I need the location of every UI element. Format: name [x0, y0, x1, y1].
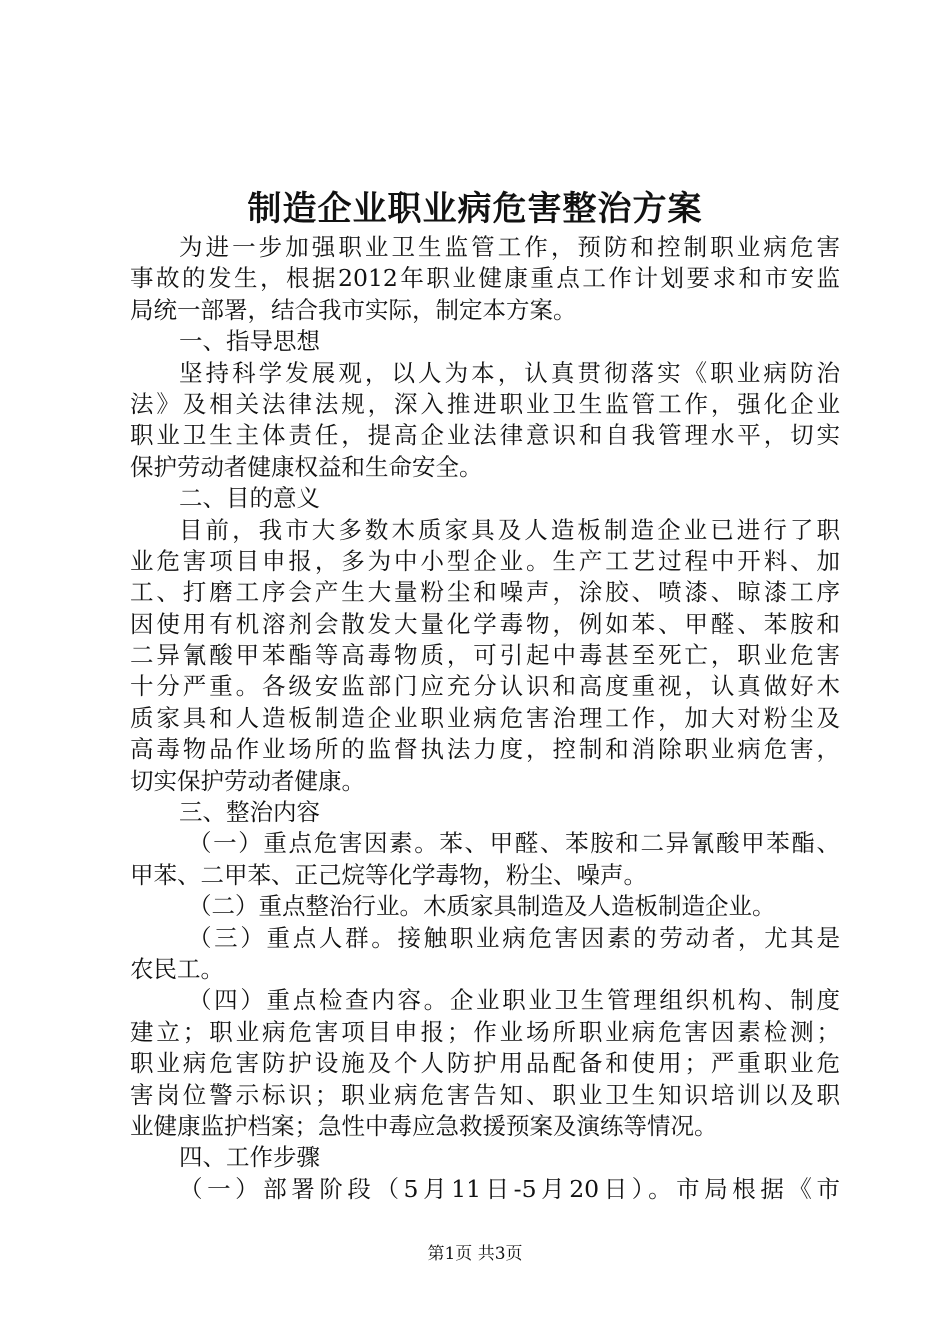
paragraph-line: 质家具和人造板制造企业职业病危害治理工作，加大对粉尘及: [130, 703, 840, 732]
paragraph-line: 职业卫生主体责任，提高企业法律意识和自我管理水平，切实: [130, 421, 840, 450]
document-body: [130, 232, 840, 1205]
page-number-footer: 第1页 共3页: [427, 1244, 523, 1264]
paragraph-line: 建立；职业病危害项目申报；作业场所职业病危害因素检测；: [130, 1017, 840, 1046]
paragraph-line: 目前，我市大多数木质家具及人造板制造企业已进行了职: [179, 515, 840, 544]
paragraph-line: 切实保护劳动者健康。: [130, 766, 365, 795]
paragraph-line: 保护劳动者健康权益和生命安全。: [130, 452, 483, 481]
paragraph-line: 事故的发生，根据2012年职业健康重点工作计划要求和市安监: [130, 264, 840, 293]
paragraph-line: （一）部署阶段（5月11日-5月20日）。市局根据《市: [179, 1174, 840, 1203]
section-heading: 三、整治内容: [179, 798, 320, 827]
paragraph-line: 业健康监护档案；急性中毒应急救援预案及演练等情况。: [130, 1111, 718, 1140]
paragraph-line: （二）重点整治行业。木质家具制造及人造板制造企业。: [188, 892, 776, 921]
section-heading: 二、目的意义: [179, 484, 320, 513]
paragraph-line: （一）重点危害因素。苯、甲醛、苯胺和二异氰酸甲苯酯、: [188, 829, 840, 858]
paragraph-line: 为进一步加强职业卫生监管工作，预防和控制职业病危害: [179, 233, 840, 261]
section-heading: 四、工作步骤: [179, 1143, 320, 1172]
paragraph-line: 业危害项目申报，多为中小型企业。生产工艺过程中开料、加: [130, 546, 840, 575]
paragraph-line: 工、打磨工序会产生大量粉尘和噪声，涂胶、喷漆、晾漆工序: [130, 578, 840, 607]
paragraph-line: （三）重点人群。接触职业病危害因素的劳动者，尤其是: [188, 923, 840, 952]
paragraph-line: 坚持科学发展观，以人为本，认真贯彻落实《职业病防治: [179, 358, 840, 387]
paragraph-line: 因使用有机溶剂会散发大量化学毒物，例如苯、甲醛、苯胺和: [130, 609, 840, 638]
document-title: 制造企业职业病危害整治方案: [247, 189, 703, 229]
paragraph-line: 高毒物品作业场所的监督执法力度，控制和消除职业病危害，: [130, 735, 840, 764]
paragraph-line: 十分严重。各级安监部门应充分认识和高度重视，认真做好木: [130, 672, 840, 701]
section-heading: 一、指导思想: [179, 327, 320, 356]
paragraph-line: 二异氰酸甲苯酯等高毒物质，可引起中毒甚至死亡，职业危害: [130, 641, 840, 670]
paragraph-line: 职业病危害防护设施及个人防护用品配备和使用；严重职业危: [130, 1049, 840, 1078]
paragraph-line: 局统一部署，结合我市实际，制定本方案。: [130, 295, 577, 324]
paragraph-line: 害岗位警示标识；职业病危害告知、职业卫生知识培训以及职: [130, 1080, 840, 1109]
paragraph-line: 甲苯、二甲苯、正己烷等化学毒物，粉尘、噪声。: [130, 860, 647, 889]
paragraph-line: 农民工。: [130, 954, 224, 983]
paragraph-line: 法》及相关法律法规，深入推进职业卫生监管工作，强化企业: [130, 389, 840, 418]
paragraph-line: （四）重点检查内容。企业职业卫生管理组织机构、制度: [188, 986, 840, 1015]
